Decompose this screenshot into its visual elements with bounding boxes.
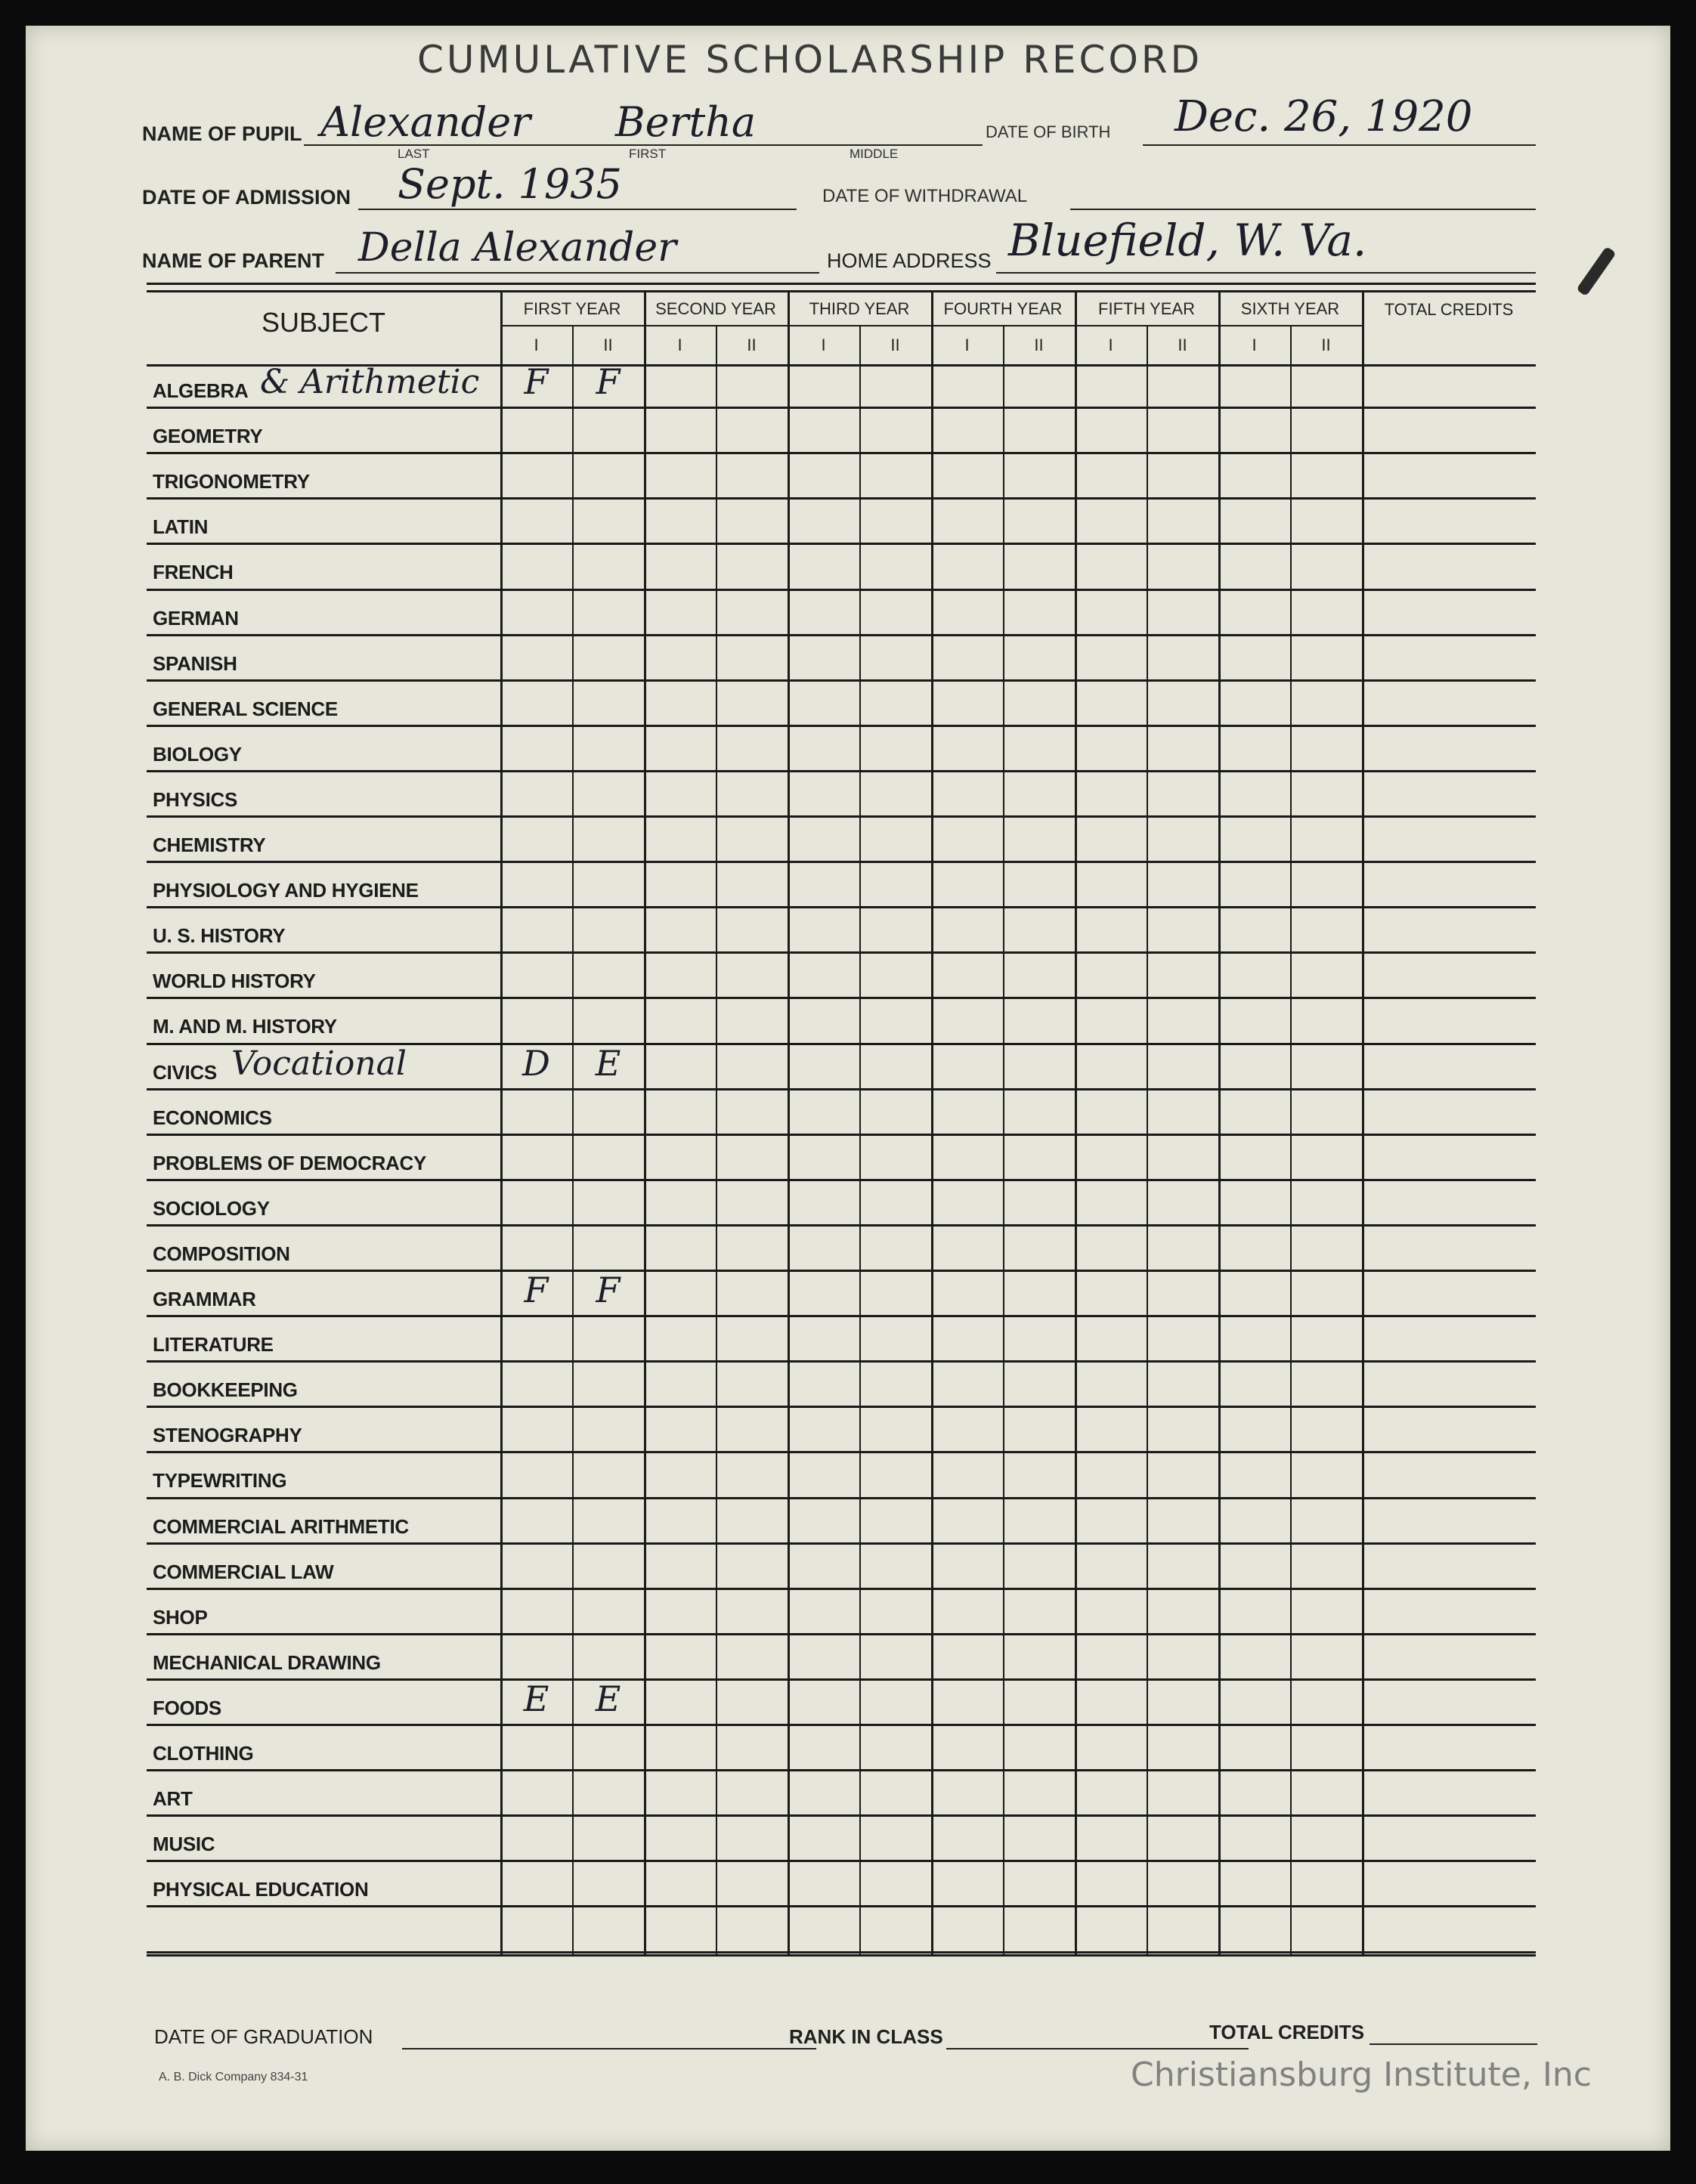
grade-cell: D (522, 1042, 550, 1084)
publisher-imprint: A. B. Dick Company 834-31 (159, 2071, 308, 2083)
rank-in-class-line (946, 2048, 1249, 2049)
subject-label: LATIN (153, 515, 209, 539)
home-address-line (996, 272, 1536, 274)
row-rule (147, 1134, 1536, 1136)
subject-label: ART (153, 1787, 193, 1811)
row-rule (147, 1860, 1536, 1862)
row-rule (147, 543, 1536, 545)
term-divider (1147, 325, 1148, 1954)
rank-in-class-label: RANK IN CLASS (789, 2025, 943, 2048)
row-rule (147, 634, 1536, 636)
subject-label: COMMERCIAL ARITHMETIC (153, 1514, 409, 1538)
grade-cell: E (523, 1678, 549, 1719)
grade-cell: E (595, 1678, 621, 1719)
total-credits-line (1369, 2043, 1537, 2045)
grade-cell: F (596, 1270, 621, 1310)
total-credits-label: TOTAL CREDITS (1209, 2021, 1365, 2043)
home-address-label: HOME ADDRESS (827, 249, 992, 272)
subject-label: GEOMETRY (153, 425, 263, 448)
subject-label: STENOGRAPHY (153, 1424, 302, 1447)
row-rule (147, 951, 1536, 954)
name-of-pupil-label: NAME OF PUPIL (142, 122, 302, 145)
term-header: I (677, 336, 682, 354)
subject-label: CIVICS (153, 1060, 217, 1084)
term-divider (1003, 325, 1004, 1954)
subject-column-header: SUBJECT (261, 307, 386, 338)
row-rule (147, 906, 1536, 908)
year-header: FOURTH YEAR (943, 299, 1063, 318)
row-rule (147, 1497, 1536, 1499)
row-rule (147, 1179, 1536, 1181)
subject-label: COMPOSITION (153, 1242, 290, 1265)
middle-caption: MIDDLE (850, 147, 899, 161)
row-rule (147, 679, 1536, 682)
row-rule (147, 1905, 1536, 1907)
date-of-withdrawal-line (1070, 209, 1536, 210)
row-rule (147, 1451, 1536, 1453)
term-header: I (964, 336, 970, 354)
year-header: FIRST YEAR (523, 299, 621, 318)
row-rule (147, 1406, 1536, 1408)
subject-label: CLOTHING (153, 1742, 254, 1765)
row-rule (147, 589, 1536, 591)
name-of-parent-label: NAME OF PARENT (142, 249, 324, 272)
term-divider (716, 325, 717, 1954)
term-header: I (1252, 336, 1257, 354)
row-rule (147, 815, 1536, 818)
watermark: Christiansburg Institute, Inc (1131, 2056, 1592, 2094)
subject-label: BIOLOGY (153, 742, 242, 766)
first-caption: FIRST (629, 147, 667, 161)
term-header: II (890, 336, 900, 354)
table-bottom-rule (147, 1954, 1536, 1957)
year-header: SIXTH YEAR (1240, 299, 1340, 318)
pupil-first-name: Bertha (615, 98, 757, 146)
grade-cell: F (524, 361, 549, 402)
row-rule (147, 861, 1536, 863)
table-top-rule-inner (147, 290, 1536, 292)
name-of-parent-line (336, 272, 819, 274)
subject-label: GENERAL SCIENCE (153, 697, 338, 720)
date-of-withdrawal-label: DATE OF WITHDRAWAL (822, 186, 1028, 206)
subject-label: WORLD HISTORY (153, 970, 316, 993)
year-divider (1362, 290, 1364, 1954)
row-rule (147, 1724, 1536, 1726)
term-divider (1290, 325, 1292, 1954)
year-header: FIFTH YEAR (1098, 299, 1195, 318)
subject-label: SHOP (153, 1605, 208, 1629)
subject-label: ALGEBRA (153, 379, 249, 402)
parent-name-value: Della Alexander (358, 225, 676, 271)
row-rule (147, 725, 1536, 727)
form-title: CUMULATIVE SCHOLARSHIP RECORD (417, 38, 1203, 82)
pupil-last-name: Alexander (320, 98, 531, 146)
date-of-graduation-label: DATE OF GRADUATION (154, 2025, 373, 2048)
subject-label: GERMAN (153, 606, 239, 630)
subject-label: GRAMMAR (153, 1288, 256, 1310)
term-header: II (1321, 336, 1331, 354)
date-of-birth-line (1143, 144, 1536, 146)
row-rule (147, 1224, 1536, 1227)
date-of-birth-label: DATE OF BIRTH (986, 122, 1111, 141)
term-header: I (821, 336, 826, 354)
year-divider (1075, 290, 1077, 1954)
row-rule (147, 1088, 1536, 1090)
row-rule (147, 1542, 1536, 1545)
subject-label: ECONOMICS (153, 1106, 272, 1129)
date-of-birth-value: Dec. 26, 1920 (1175, 92, 1473, 141)
table-top-rule (147, 283, 1536, 285)
row-rule (147, 770, 1536, 772)
subject-label: CHEMISTRY (153, 834, 266, 856)
grade-cell: F (524, 1270, 549, 1310)
row-rule (147, 1633, 1536, 1635)
row-rule (147, 1360, 1536, 1363)
subject-label: COMMERCIAL LAW (153, 1560, 334, 1583)
subject-label: PHYSICAL EDUCATION (153, 1878, 369, 1901)
term-header: II (747, 336, 757, 354)
subject-label: FRENCH (153, 561, 234, 584)
subject-label: PHYSICS (153, 787, 238, 811)
subject-label: LITERATURE (153, 1333, 274, 1356)
subject-note: & Arithmetic (260, 363, 480, 401)
subject-label: PROBLEMS OF DEMOCRACY (153, 1151, 427, 1174)
row-rule (147, 1315, 1536, 1317)
row-rule (147, 407, 1536, 409)
grade-cell: E (595, 1042, 621, 1084)
year-divider (788, 290, 790, 1954)
subject-label: MUSIC (153, 1833, 215, 1856)
date-of-admission-line (358, 209, 797, 210)
grade-cell: F (596, 361, 621, 402)
term-header: II (1178, 336, 1187, 354)
date-of-admission-value: Sept. 1935 (398, 160, 622, 208)
date-of-graduation-line (402, 2048, 816, 2049)
year-divider (1218, 290, 1221, 1954)
subject-label: PHYSIOLOGY AND HYGIENE (153, 879, 419, 902)
subject-label: SPANISH (153, 651, 237, 675)
year-divider (931, 290, 933, 1954)
last-caption: LAST (398, 147, 430, 161)
term-header: I (1108, 336, 1113, 354)
subject-label: FOODS (153, 1696, 221, 1719)
subject-label: U. S. HISTORY (153, 924, 286, 948)
year-divider (644, 290, 646, 1954)
row-rule (147, 1588, 1536, 1590)
subject-label: TRIGONOMETRY (153, 470, 310, 493)
term-divider (859, 325, 861, 1954)
row-rule (147, 997, 1536, 999)
term-header: II (1034, 336, 1044, 354)
row-rule (147, 1270, 1536, 1272)
term-header: II (603, 336, 613, 354)
subject-note: Vocational (231, 1044, 407, 1083)
total-credits-header: TOTAL CREDITS (1384, 300, 1514, 319)
subject-label: BOOKKEEPING (153, 1378, 298, 1402)
row-rule (147, 452, 1536, 454)
subject-label: MECHANICAL DRAWING (153, 1650, 381, 1674)
subject-label: SOCIOLOGY (153, 1196, 270, 1220)
row-rule (147, 1814, 1536, 1817)
date-of-admission-label: DATE OF ADMISSION (142, 186, 351, 209)
row-rule (147, 497, 1536, 500)
row-rule (147, 1678, 1536, 1681)
year-header: THIRD YEAR (809, 299, 910, 318)
subject-label: TYPEWRITING (153, 1469, 287, 1493)
year-header: SECOND YEAR (655, 299, 776, 318)
term-header: I (534, 336, 539, 354)
ink-blot (1576, 246, 1616, 297)
row-rule (147, 1951, 1536, 1954)
home-address-value: Bluefield, W. Va. (1008, 215, 1367, 266)
record-sheet (26, 26, 1670, 2151)
subject-label: M. AND M. HISTORY (153, 1015, 337, 1038)
row-rule (147, 1769, 1536, 1771)
